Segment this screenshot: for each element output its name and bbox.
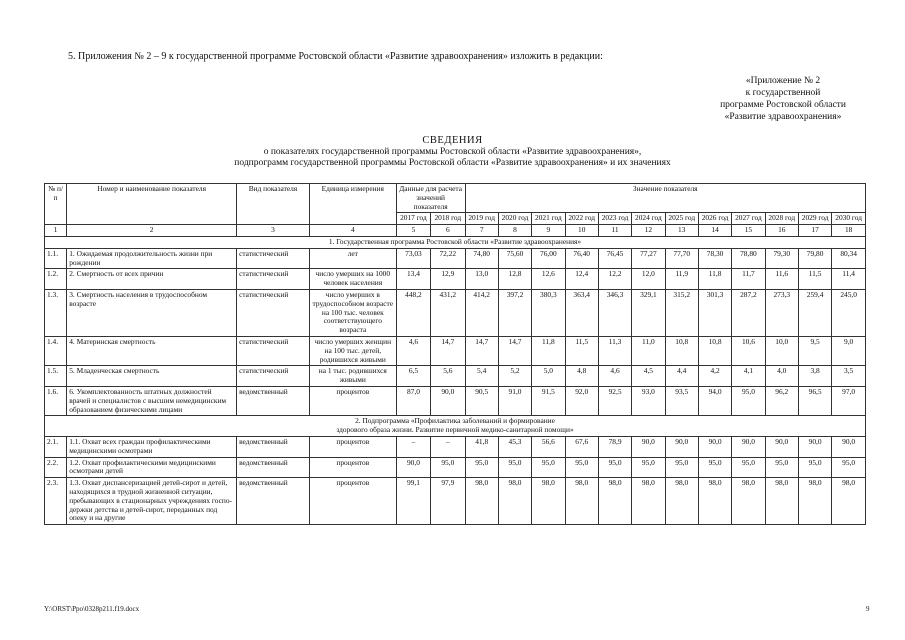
indicator-unit: процентов <box>309 386 396 415</box>
indicator-value: 95,0 <box>665 457 698 478</box>
appendix-line: к государственной <box>745 88 821 98</box>
indicator-value: 98,0 <box>765 478 798 525</box>
indicator-value: 93,0 <box>632 386 665 415</box>
column-number: 11 <box>598 225 631 237</box>
year-header: 2020 год <box>498 213 531 225</box>
indicator-value: 90,0 <box>698 436 731 457</box>
indicator-value: 99,1 <box>396 478 430 525</box>
indicator-value: 78,9 <box>598 436 631 457</box>
indicator-value: 13,0 <box>465 269 498 290</box>
indicator-value: 380,3 <box>532 289 565 336</box>
indicator-name: 1.2. Охват профилактическими медицинскими осмотрами детей <box>67 457 237 478</box>
indicator-value: 11,5 <box>798 269 831 290</box>
indicator-value: 90,5 <box>465 386 498 415</box>
column-number: 16 <box>765 225 798 237</box>
appendix-line: «Приложение № 2 <box>745 76 821 86</box>
indicator-value: 12,4 <box>565 269 598 290</box>
year-header: 2023 год <box>598 213 631 225</box>
indicator-value: 14,7 <box>498 336 531 365</box>
indicator-value: 5,4 <box>465 366 498 387</box>
column-number: 10 <box>565 225 598 237</box>
header-unit: Единица измерения <box>309 184 396 225</box>
year-header: 2027 год <box>732 213 765 225</box>
year-header: 2018 год <box>431 213 465 225</box>
indicator-value: 3,8 <box>798 366 831 387</box>
row-number: 1.4. <box>45 336 67 365</box>
indicator-name: 1.3. Охват диспансеризацией детей-сирот и детей, находящихся в трудной жизненной ситуации, пребывающих в стационарных учреждениях господержки детства и детей-сирот, переданных под опеку и на другие <box>67 478 237 525</box>
indicator-value: 11,6 <box>765 269 798 290</box>
indicator-value: 95,0 <box>498 457 531 478</box>
table-row <box>45 478 866 525</box>
indicator-value: 41,8 <box>465 436 498 457</box>
indicator-value: 92,0 <box>565 386 598 415</box>
column-number: 13 <box>665 225 698 237</box>
indicator-unit: число умерших на 1000 человек населения <box>309 269 396 290</box>
indicators-table <box>44 183 866 525</box>
indicator-value: 78,80 <box>732 248 765 269</box>
row-number: 1.6. <box>45 386 67 415</box>
appendix-line: «Развитие здравоохранения» <box>724 112 842 122</box>
indicator-value: 4,4 <box>665 366 698 387</box>
indicator-value: 98,0 <box>565 478 598 525</box>
indicator-type: ведомственный <box>237 436 310 457</box>
row-number: 2.1. <box>45 436 67 457</box>
indicator-unit: число умерших в трудоспособном возрасте на 100 тыс. человек соответствующего возраста <box>309 289 396 336</box>
table-row <box>45 436 866 457</box>
section-title-1: 1. Государственная программа Ростовской области «Развитие здравоохранения» <box>45 236 866 248</box>
indicator-value: 11,3 <box>598 336 631 365</box>
footer-path: Y:\ORST\Ppo\0328p211.f19.docx <box>44 605 140 613</box>
column-number: 8 <box>498 225 531 237</box>
indicator-name: 6. Укомплектованность штатных должностей врачей и специалистов с высшим немедицинским образованием физическими лицами <box>67 386 237 415</box>
indicator-value: 95,0 <box>632 457 665 478</box>
column-number: 15 <box>732 225 765 237</box>
indicator-value: 56,6 <box>532 436 565 457</box>
indicator-type: статистический <box>237 366 310 387</box>
indicator-value: 92,5 <box>598 386 631 415</box>
header-row <box>45 184 866 213</box>
page-number: 9 <box>866 605 870 613</box>
indicator-unit: процентов <box>309 436 396 457</box>
indicator-value: 11,4 <box>832 269 866 290</box>
header-num: № п/п <box>45 184 67 225</box>
indicator-value: 91,5 <box>532 386 565 415</box>
row-number: 1.5. <box>45 366 67 387</box>
indicator-value: 4,5 <box>632 366 665 387</box>
indicator-value: 98,0 <box>632 478 665 525</box>
indicator-value: 90,0 <box>396 457 430 478</box>
row-number: 2.3. <box>45 478 67 525</box>
indicator-value: 94,0 <box>698 386 731 415</box>
column-number: 18 <box>832 225 866 237</box>
indicator-type: статистический <box>237 336 310 365</box>
indicator-value: 315,2 <box>665 289 698 336</box>
indicator-value: 11,8 <box>532 336 565 365</box>
indicator-value: 76,00 <box>532 248 565 269</box>
indicator-type: статистический <box>237 289 310 336</box>
indicator-value: – <box>431 436 465 457</box>
indicator-value: 75,60 <box>498 248 531 269</box>
section-line: здорового образа жизни. Развитие первичной медико-санитарной помощи» <box>336 425 574 435</box>
indicator-value: 12,6 <box>532 269 565 290</box>
table-row <box>45 386 866 415</box>
indicator-value: 448,2 <box>396 289 430 336</box>
indicator-value: 6,5 <box>396 366 430 387</box>
indicator-value: 5,6 <box>431 366 465 387</box>
indicator-value: 329,1 <box>632 289 665 336</box>
indicator-value: 76,40 <box>565 248 598 269</box>
indicator-unit: процентов <box>309 457 396 478</box>
document-heading <box>0 135 905 170</box>
indicator-name: 2. Смертность от всех причин <box>67 269 237 290</box>
indicator-value: 10,8 <box>698 336 731 365</box>
indicator-value: 90,0 <box>765 436 798 457</box>
indicator-value: 95,0 <box>732 386 765 415</box>
indicator-type: статистический <box>237 248 310 269</box>
indicator-value: 11,7 <box>732 269 765 290</box>
column-number: 6 <box>431 225 465 237</box>
table-row <box>45 289 866 336</box>
indicator-unit: число умерших женщин на 100 тыс. детей, родившихся живыми <box>309 336 396 365</box>
indicator-value: 98,0 <box>532 478 565 525</box>
column-number: 1 <box>45 225 67 237</box>
column-number: 2 <box>67 225 237 237</box>
indicator-type: ведомственный <box>237 478 310 525</box>
indicator-value: 90,0 <box>732 436 765 457</box>
indicator-type: ведомственный <box>237 457 310 478</box>
indicator-value: 78,30 <box>698 248 731 269</box>
indicator-value: 98,0 <box>665 478 698 525</box>
indicator-value: 13,4 <box>396 269 430 290</box>
year-header: 2028 год <box>765 213 798 225</box>
indicator-value: 98,0 <box>798 478 831 525</box>
indicator-unit: лет <box>309 248 396 269</box>
indicator-value: 4,6 <box>396 336 430 365</box>
indicator-value: 95,0 <box>698 457 731 478</box>
section-row <box>45 416 866 437</box>
table-row <box>45 248 866 269</box>
header-values: Значение показателя <box>465 184 866 213</box>
indicator-value: 431,2 <box>431 289 465 336</box>
column-number: 5 <box>396 225 430 237</box>
indicator-value: 87,0 <box>396 386 430 415</box>
indicator-value: 74,80 <box>465 248 498 269</box>
header-base-data: Данные для расчета значений показателя <box>396 184 465 213</box>
indicator-value: 4,1 <box>732 366 765 387</box>
indicator-value: 259,4 <box>798 289 831 336</box>
section-title-2 <box>45 416 866 437</box>
row-number: 1.1. <box>45 248 67 269</box>
indicator-value: 95,0 <box>832 457 866 478</box>
indicator-name: 3. Смертность населения в трудоспособном возрасте <box>67 289 237 336</box>
indicator-value: 96,5 <box>798 386 831 415</box>
year-header: 2030 год <box>832 213 866 225</box>
indicator-value: 96,2 <box>765 386 798 415</box>
indicator-value: 91,0 <box>498 386 531 415</box>
indicator-name: 5. Младенческая смертность <box>67 366 237 387</box>
indicator-value: 245,0 <box>832 289 866 336</box>
appendix-note <box>690 75 876 123</box>
section-line: 2. Подпрограмма «Профилактика заболеваний и формирование <box>355 416 555 426</box>
row-number: 2.2. <box>45 457 67 478</box>
indicator-value: 95,0 <box>798 457 831 478</box>
indicator-value: 14,7 <box>465 336 498 365</box>
indicator-value: 67,6 <box>565 436 598 457</box>
indicator-value: 98,0 <box>598 478 631 525</box>
year-header: 2024 год <box>632 213 665 225</box>
indicator-value: 95,0 <box>532 457 565 478</box>
indicator-value: 4,0 <box>765 366 798 387</box>
indicator-value: 90,0 <box>431 386 465 415</box>
indicator-value: 10,0 <box>765 336 798 365</box>
column-number: 17 <box>798 225 831 237</box>
indicator-value: 97,9 <box>431 478 465 525</box>
column-number-row <box>45 225 866 237</box>
document-subtitle: подпрограмм государственной программы Ростовской области «Развитие здравоохранения» и их значениях <box>234 158 671 168</box>
indicator-value: 9,0 <box>832 336 866 365</box>
indicator-value: 79,30 <box>765 248 798 269</box>
table-row <box>45 457 866 478</box>
indicator-value: 11,8 <box>698 269 731 290</box>
indicator-value: 77,27 <box>632 248 665 269</box>
indicator-value: 95,0 <box>732 457 765 478</box>
indicator-value: 93,5 <box>665 386 698 415</box>
row-number: 1.2. <box>45 269 67 290</box>
document-subtitle: о показателях государственной программы Ростовской области «Развитие здравоохранения», <box>263 146 642 157</box>
indicator-value: 90,0 <box>832 436 866 457</box>
indicator-value: 79,80 <box>798 248 831 269</box>
indicator-unit: процентов <box>309 478 396 525</box>
indicator-value: 11,0 <box>632 336 665 365</box>
indicator-value: 98,0 <box>732 478 765 525</box>
indicator-value: 98,0 <box>465 478 498 525</box>
indicator-unit: на 1 тыс. родившихся живыми <box>309 366 396 387</box>
row-number: 1.3. <box>45 289 67 336</box>
indicator-value: 11,5 <box>565 336 598 365</box>
table-row <box>45 366 866 387</box>
indicator-value: 12,8 <box>498 269 531 290</box>
indicator-type: ведомственный <box>237 386 310 415</box>
indicator-value: 45,3 <box>498 436 531 457</box>
year-header: 2029 год <box>798 213 831 225</box>
indicator-name: 4. Материнская смертность <box>67 336 237 365</box>
appendix-line: программе Ростовской области <box>720 100 846 110</box>
indicator-value: 4,6 <box>598 366 631 387</box>
indicator-value: 97,0 <box>832 386 866 415</box>
intro-paragraph: 5. Приложения № 2 – 9 к государственной программе Ростовской области «Развитие здравоохранения» изложить в редакции: <box>68 51 603 62</box>
column-number: 14 <box>698 225 731 237</box>
indicator-name: 1. Ожидаемая продолжительность жизни при рождении <box>67 248 237 269</box>
indicator-value: 301,3 <box>698 289 731 336</box>
indicator-value: 363,4 <box>565 289 598 336</box>
year-header: 2017 год <box>396 213 430 225</box>
indicator-value: 14,7 <box>431 336 465 365</box>
column-number: 12 <box>632 225 665 237</box>
column-number: 4 <box>309 225 396 237</box>
indicator-value: – <box>396 436 430 457</box>
column-number: 7 <box>465 225 498 237</box>
indicator-value: 3,5 <box>832 366 866 387</box>
indicator-value: 414,2 <box>465 289 498 336</box>
indicator-value: 273,3 <box>765 289 798 336</box>
indicator-value: 76,45 <box>598 248 631 269</box>
table-row <box>45 336 866 365</box>
indicator-value: 9,5 <box>798 336 831 365</box>
indicator-type: статистический <box>237 269 310 290</box>
indicator-value: 90,0 <box>665 436 698 457</box>
indicator-name: 1.1. Охват всех граждан профилактическими медицинскими осмотрами <box>67 436 237 457</box>
indicator-value: 98,0 <box>498 478 531 525</box>
indicator-value: 397,2 <box>498 289 531 336</box>
section-row <box>45 236 866 248</box>
indicator-value: 95,0 <box>598 457 631 478</box>
header-name: Номер и наименование показателя <box>67 184 237 225</box>
indicator-value: 73,03 <box>396 248 430 269</box>
indicator-value: 95,0 <box>431 457 465 478</box>
indicator-value: 72,22 <box>431 248 465 269</box>
header-type: Вид показателя <box>237 184 310 225</box>
year-header: 2022 год <box>565 213 598 225</box>
indicator-value: 346,3 <box>598 289 631 336</box>
document-title: СВЕДЕНИЯ <box>422 135 483 146</box>
indicator-value: 10,8 <box>665 336 698 365</box>
year-header: 2021 год <box>532 213 565 225</box>
indicator-value: 95,0 <box>565 457 598 478</box>
indicator-value: 77,70 <box>665 248 698 269</box>
year-header: 2025 год <box>665 213 698 225</box>
indicator-value: 12,2 <box>598 269 631 290</box>
indicator-value: 10,6 <box>732 336 765 365</box>
indicator-value: 5,0 <box>532 366 565 387</box>
indicator-value: 5,2 <box>498 366 531 387</box>
indicator-value: 90,0 <box>798 436 831 457</box>
indicator-value: 98,0 <box>698 478 731 525</box>
indicator-value: 4,8 <box>565 366 598 387</box>
indicator-value: 95,0 <box>765 457 798 478</box>
indicator-value: 95,0 <box>465 457 498 478</box>
indicator-value: 12,0 <box>632 269 665 290</box>
indicator-value: 98,0 <box>832 478 866 525</box>
year-header: 2019 год <box>465 213 498 225</box>
indicator-value: 80,34 <box>832 248 866 269</box>
indicator-value: 4,2 <box>698 366 731 387</box>
indicator-value: 11,9 <box>665 269 698 290</box>
year-header: 2026 год <box>698 213 731 225</box>
table-row <box>45 269 866 290</box>
indicator-value: 287,2 <box>732 289 765 336</box>
column-number: 3 <box>237 225 310 237</box>
indicator-value: 90,0 <box>632 436 665 457</box>
column-number: 9 <box>532 225 565 237</box>
indicator-value: 12,9 <box>431 269 465 290</box>
